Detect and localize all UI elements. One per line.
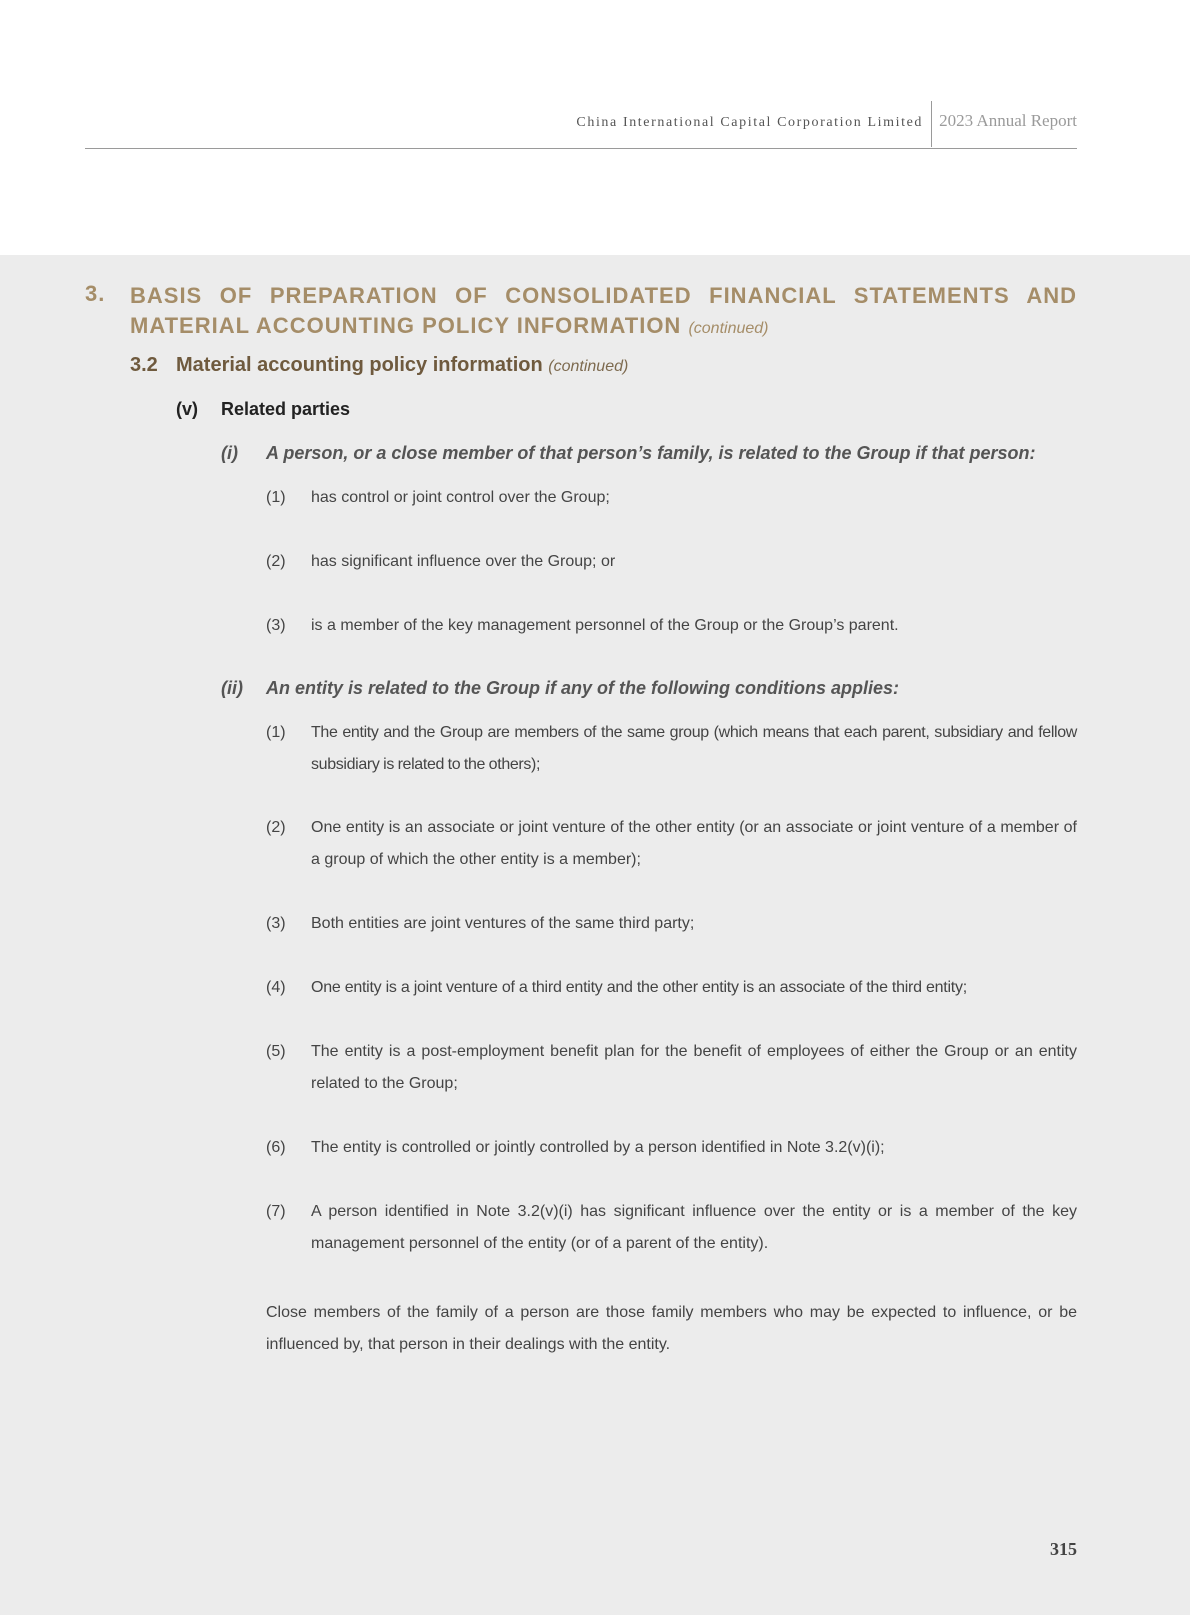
list-item-number: (7)	[266, 1203, 286, 1220]
page-header	[85, 0, 1077, 149]
company-name: China International Capital Corporation Limited	[576, 115, 923, 130]
list-item-number: (2)	[266, 819, 286, 836]
section-number: 3.	[85, 281, 106, 306]
list-item-number: (1)	[266, 489, 286, 506]
list-item-number: (6)	[266, 1139, 286, 1156]
list-item-text: Both entities are joint ventures of the same third party;	[311, 915, 695, 932]
list-item-text: A person identified in Note 3.2(v)(i) has significant influence over the entity or is a member of the key management personnel of the entity (or of a parent of the entity).	[311, 1203, 1077, 1252]
subsection-title	[176, 354, 628, 377]
section-title-text: BASIS OF PREPARATION OF CONSOLIDATED FINANCIAL STATEMENTS AND MATERIAL ACCOUNTING POLICY INFORMATION	[130, 283, 1077, 338]
content-area	[0, 255, 1190, 1615]
list-item-text: One entity is an associate or joint venture of the other entity (or an associate or joint venture of a member of a group of which the other entity is a member);	[311, 819, 1077, 868]
list-item-number: (3)	[266, 617, 286, 634]
list-item-text: One entity is a joint venture of a third entity and the other entity is an associate of the third entity;	[311, 979, 967, 996]
list-item-number: (4)	[266, 979, 286, 996]
list-item-text: The entity and the Group are members of the same group (which means that each parent, subsidiary and fellow subsidiary is related to the others);	[311, 724, 1077, 773]
header-divider	[931, 101, 932, 147]
list-item-number: (3)	[266, 915, 286, 932]
item-v-number: (v)	[176, 399, 198, 419]
list-item-number: (5)	[266, 1043, 286, 1060]
section-title	[130, 281, 1077, 344]
closing-paragraph: Close members of the family of a person are those family members who may be expected to influence, or be influenced by, that person in their dealings with the entity.	[266, 1304, 1077, 1353]
section-continued: (continued)	[688, 320, 769, 337]
condition-ii-number: (ii)	[221, 678, 243, 698]
subsection-continued: (continued)	[548, 358, 629, 375]
page-number: 315	[1050, 1539, 1077, 1559]
list-item-text: has control or joint control over the Group;	[311, 489, 610, 506]
report-title: 2023 Annual Report	[939, 111, 1077, 130]
condition-i-number: (i)	[221, 443, 238, 463]
condition-ii-title: An entity is related to the Group if any of the following conditions applies:	[266, 678, 900, 698]
condition-i-title: A person, or a close member of that person’s family, is related to the Group if that person:	[266, 443, 1036, 463]
list-item-text: is a member of the key management personnel of the Group or the Group’s parent.	[311, 617, 899, 634]
list-item-text: The entity is controlled or jointly controlled by a person identified in Note 3.2(v)(i);	[311, 1139, 885, 1156]
subsection-title-text: Material accounting policy information	[176, 354, 543, 376]
list-item-text: has significant influence over the Group; or	[311, 553, 616, 570]
subsection-number: 3.2	[130, 354, 158, 376]
list-item-number: (1)	[266, 724, 286, 741]
list-item-text: The entity is a post-employment benefit plan for the benefit of employees of either the Group or an entity related to the Group;	[311, 1043, 1077, 1092]
list-item-number: (2)	[266, 553, 286, 570]
item-v-title: Related parties	[221, 399, 351, 419]
